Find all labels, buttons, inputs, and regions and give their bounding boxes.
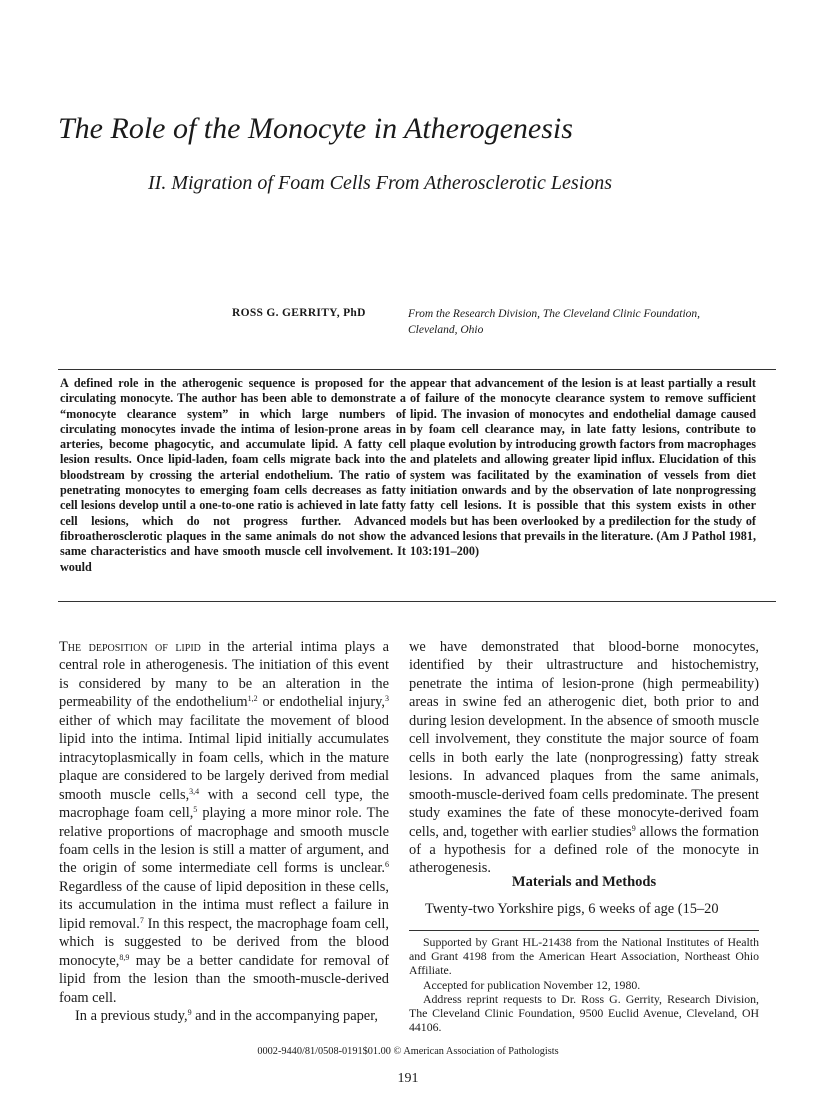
body-column-left	[59, 638, 389, 1026]
reference-marker: 5	[193, 805, 198, 815]
introduction-paragraph-2-continued	[409, 638, 759, 878]
body-text: In a previous study,	[75, 1008, 188, 1025]
body-text: or endothelial injury,	[257, 694, 385, 711]
body-text: allows the formation of a hypothesis for a defined role of the monocyte in atherogenesis.	[409, 823, 759, 877]
footnote-rule	[409, 930, 759, 931]
reference-marker: 7	[139, 915, 144, 925]
reference-marker: 3,4	[189, 786, 200, 796]
footnote-reprints: Address reprint requests to Dr. Ross G. Gerrity, Research Division, The Cleveland Clinic Foundation, 9500 Euclid Avenue, Cleveland, OH 44106.	[409, 991, 759, 1035]
body-text: In this respect, the macrophage foam cell, which is suggested to be derived from the blood monocyte,	[59, 915, 389, 969]
body-text: we have demonstrated that blood-borne monocytes, identified by their ultrastructure and histochemistry, penetrate the intima of lesion-prone (high permeability) areas in swine fed an atherogenic diet, both prior to and during lesion development. In the absence of smooth muscle cell involvement, they constitute the major source of foam cells in both early the late (nonprogressing) fatty streak lesions. In advanced plaques from the same animals, smooth-muscle-derived foam cells predominate. The present study examines the fate of these monocyte-derived foam cells, and, together with earlier studies	[409, 639, 759, 840]
reference-marker: 9	[187, 1008, 192, 1018]
reference-marker: 8,9	[119, 952, 130, 962]
introduction-paragraph-2	[59, 1007, 389, 1025]
lead-in-small-caps: The deposition of lipid	[59, 639, 201, 655]
footnote-support: Supported by Grant HL-21438 from the National Institutes of Health and Grant 4198 from the American Heart Association, Northeast Ohio Affiliate.	[409, 935, 759, 978]
reference-marker: 3	[385, 694, 389, 704]
author-affiliation: From the Research Division, The Cleveland Clinic Foundation, Cleveland, Ohio	[408, 308, 701, 336]
abstract-column-left: A defined role in the atherogenic sequence is proposed for the circulating monocyte. The author has been able to demonstrate a “monocyte clearance system” in which large numbers of circulating monocytes invade the intima of lesion-prone areas in arteries, become phagocytic, and accumulate lipid. A fatty cell lesion results. Once lipid-laden, foam cells migrate back into the bloodstream by crossing the arterial endothelium. The ratio of penetrating monocytes to emerging foam cells decreases as fatty cell lesions develop until a one-to-one ratio is achieved in late fatty cell lesions, which do not progress further. Advanced fibroatherosclerotic plaques in the same animals do not show the same characteristics and have smooth muscle cell involvement. It would	[60, 376, 406, 574]
footnote-accepted: Accepted for publication November 12, 1980.	[423, 977, 641, 992]
methods-first-line: Twenty-two Yorkshire pigs, 6 weeks of age (15–20	[425, 901, 719, 917]
abstract-top-rule	[58, 369, 776, 370]
footnotes	[409, 935, 759, 1034]
body-text: either of which may facilitate the movement of blood lipid into the intima. Intimal lipid initially accumulates intracytoplasmically in foam cells, which in the mature plaque are considered to be largely derived from medial smooth muscle cells,	[59, 712, 389, 803]
reference-marker: 6	[385, 860, 389, 870]
body-text: in the arterial intima plays a central role in atherogenesis. The initiation of this event is considered by many to be an alteration in the permeability of the endothelium	[59, 639, 389, 711]
introduction-paragraph-1	[59, 638, 389, 1007]
author-name: ROSS G. GERRITY, PhD	[232, 307, 366, 319]
article-title: The Role of the Monocyte in Atherogenesis	[58, 112, 573, 145]
copyright-line: 0002-9440/81/0508-0191$01.00 © American Association of Pathologists	[257, 1046, 559, 1057]
section-heading-methods: Materials and Methods	[511, 874, 657, 890]
abstract-column-right: appear that advancement of the lesion is at least partially a result of failure of the monocyte clearance system to remove sufficient lipid. The invasion of monocytes and endothelial damage caused by foam cell clearance may, in late fatty lesions, contribute to plaque evolution by introducing growth factors from macrophages and platelets and allowing greater lipid influx. Elucidation of this system was facilitated by the examination of vessels from diet initiation onwards and by the observation of late nonprogressing fatty cell lesions. It is possible that this system exists in other models but has been overlooked by a predilection for the study of advanced lesions that prevails in the literature. (Am J Pathol 1981, 103:191–200)	[410, 376, 756, 559]
body-text: Regardless of the cause of lipid deposition in these cells, its accumulation in the intima must reflect a failure in lipid removal.	[59, 878, 389, 932]
body-text: and in the accompanying paper,	[191, 1008, 379, 1025]
body-text: with a second cell type, the macrophage foam cell,	[59, 786, 389, 822]
article-subtitle: II. Migration of Foam Cells From Atherosclerotic Lesions	[148, 172, 613, 194]
body-column-right	[409, 638, 759, 878]
reference-marker: 9	[631, 823, 636, 833]
page-number: 191	[397, 1071, 419, 1086]
abstract-bottom-rule	[58, 601, 776, 602]
reference-marker: 1,2	[247, 694, 258, 704]
body-text: may be a better candidate for removal of lipid from the lesion than the smooth-muscle-derived foam cell.	[59, 952, 389, 1006]
body-text: playing a more minor role. The relative proportions of macrophage and smooth muscle foam cells in the lesion is still a matter of argument, and the origin of some intermediate cell forms is unclear.	[59, 805, 389, 877]
